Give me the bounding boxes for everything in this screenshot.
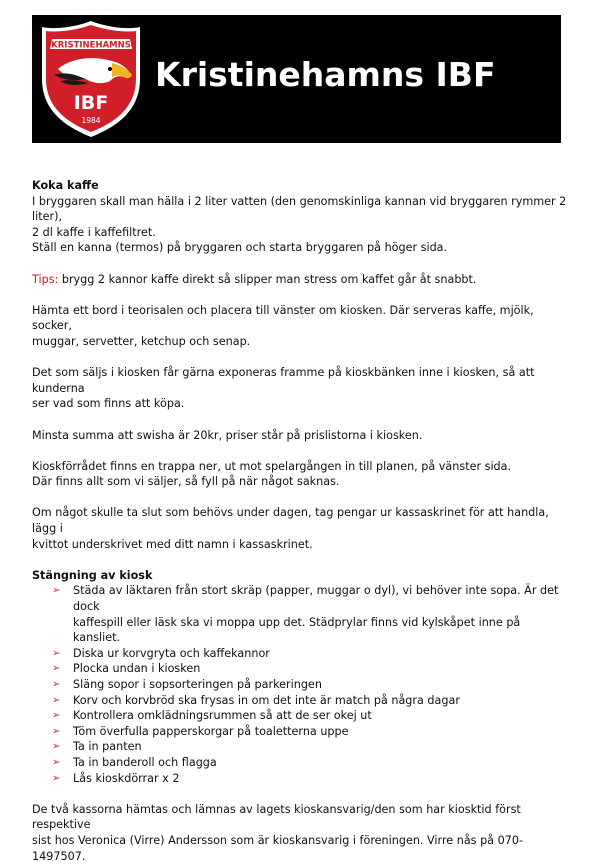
list-item: ➢ Lås kioskdörrar x 2 — [52, 771, 180, 785]
table-line-1: Hämta ett bord i teorisalen och placera till vänster om kiosken. Där serveras kaffe, mjölk, socker, — [32, 303, 534, 333]
footer-line-1: De två kassorna hämtas och lämnas av lagets kioskansvarig/den som har kiosktid först respektive — [32, 802, 521, 832]
coffee-line-1: I bryggaren skall man hälla i 2 liter vatten (den genomskinliga kannan vid bryggaren rymmer 2 liter), — [32, 194, 567, 224]
list-item: ➢ Korv och korvbröd ska frysas in om det inte är match på några dagar — [52, 693, 460, 707]
arrow-bullet-icon: ➢ — [52, 756, 61, 768]
expose-line-1: Det som säljs i kiosken får gärna exponeras framme på kioskbänken inne i kiosken, så att kunderna — [32, 366, 535, 395]
list-item: ➢ Kontrollera omklädningsrummen så att de ser okej ut — [52, 709, 372, 723]
swish-line: Minsta summa att swisha är 20kr, priser står på prislistorna i kiosken. — [32, 428, 423, 442]
missing-line-1: Om något skulle ta slut som behövs under dagen, tag pengar ur kassaskrinet för att handla, lägg i — [32, 506, 549, 536]
expose-line-2: ser vad som finns att köpa. — [32, 397, 185, 411]
closing-list — [32, 583, 567, 786]
eagle-crest-icon — [40, 19, 142, 139]
arrow-bullet-icon: ➢ — [52, 725, 61, 737]
page-title: Kristinehamns IBF — [155, 55, 496, 94]
coffee-heading: Koka kaffe — [32, 179, 99, 192]
arrow-bullet-icon: ➢ — [52, 694, 61, 706]
arrow-bullet-icon: ➢ — [52, 710, 61, 722]
arrow-bullet-icon: ➢ — [52, 741, 61, 753]
coffee-line-3: Ställ en kanna (termos) på bryggaren och starta bryggaren på höger sida. — [32, 241, 448, 255]
arrow-bullet-icon: ➢ — [52, 647, 61, 659]
tips-text: brygg 2 kannor kaffe direkt så slipper man stress om kaffet går åt snabbt. — [58, 272, 477, 286]
document-body — [32, 178, 567, 864]
list-item: ➢ Töm överfulla papperskorgar på toaletterna uppe — [52, 724, 349, 738]
list-item: ➢ Städa av läktaren från stort skräp (papper, muggar o dyl), vi behöver inte sopa. Är det dock — [52, 584, 559, 614]
tips-label: Tips: — [32, 272, 59, 286]
arrow-bullet-icon: ➢ — [52, 663, 61, 675]
tips-paragraph — [32, 272, 567, 288]
list-item: ➢ Diska ur korvgryta och kaffekannor — [52, 646, 270, 660]
header-banner — [32, 15, 561, 143]
logo-mid-text: IBF — [73, 92, 109, 114]
storage-line-1: Kioskförrådet finns en trappa ner, ut mot spelargången in till planen, på vänster sida. — [32, 459, 512, 473]
missing-line-2: kvittot underskrivet med ditt namn i kassaskrinet. — [32, 537, 313, 551]
footer-line-2: sist hos Veronica (Virre) Andersson som är kioskansvarig i föreningen. Virre nås på 070-1497507. — [32, 833, 523, 863]
list-item: ➢ Ta in panten — [52, 740, 142, 754]
coffee-line-2: 2 dl kaffe i kaffefiltret. — [32, 225, 156, 239]
arrow-bullet-icon: ➢ — [52, 679, 61, 690]
list-item: ➢ Släng sopor i sopsorteringen på parkeringen — [52, 678, 322, 691]
arrow-bullet-icon: ➢ — [52, 772, 61, 784]
logo-top-text: KRISTINEHAMNS — [51, 40, 131, 51]
list-item: ➢ Ta in banderoll och flagga — [52, 755, 217, 769]
logo-year: 1984 — [81, 116, 101, 125]
storage-line-2: Där finns allt som vi säljer, så fyll på när något saknas. — [32, 475, 340, 489]
list-item: ➢ Plocka undan i kiosken — [52, 662, 201, 676]
closing-heading: Stängning av kiosk — [32, 568, 153, 582]
arrow-bullet-icon: ➢ — [52, 585, 61, 597]
table-line-2: muggar, servetter, ketchup och senap. — [32, 334, 251, 348]
list-item-continuation: kaffespill eller läsk ska vi moppa upp det. Städprylar finns vid kylskåpet inne på kansliet. — [73, 615, 521, 645]
